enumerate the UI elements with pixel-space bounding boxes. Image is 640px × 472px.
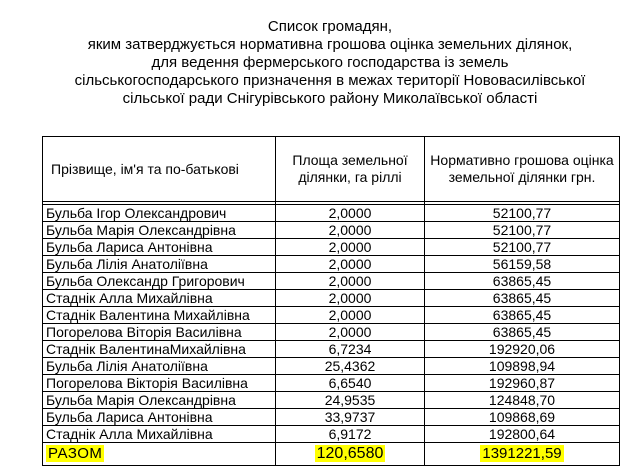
table-row bbox=[43, 239, 620, 256]
cell-area: 33,9737 bbox=[276, 409, 425, 426]
table-row bbox=[43, 426, 620, 443]
cell-name: Погорелова Віторія Василівна bbox=[43, 324, 276, 341]
cell-area: 2,0000 bbox=[276, 290, 425, 307]
cell-price: 52100,77 bbox=[425, 222, 620, 239]
cell-name: Бульба Ігор Олександрович bbox=[43, 205, 276, 222]
table-row bbox=[43, 222, 620, 239]
citizens-table bbox=[42, 136, 620, 466]
cell-name: Стаднік ВалентинаМихайлівна bbox=[43, 341, 276, 358]
header-area: Площа земельної ділянки, га ріллі bbox=[276, 137, 425, 202]
cell-name: Бульба Лариса Антонівна bbox=[43, 239, 276, 256]
cell-price: 124848,70 bbox=[425, 392, 620, 409]
cell-name: Бульба Лілія Анатоліївна bbox=[43, 358, 276, 375]
table-row bbox=[43, 307, 620, 324]
cell-price: 52100,77 bbox=[425, 205, 620, 222]
heading-line-3: для ведення фермерського господарства із земель bbox=[151, 54, 509, 71]
cell-price: 63865,45 bbox=[425, 290, 620, 307]
table-header-row bbox=[43, 137, 620, 202]
cell-area: 2,0000 bbox=[276, 273, 425, 290]
table-row bbox=[43, 358, 620, 375]
table-row bbox=[43, 392, 620, 409]
cell-price: 52100,77 bbox=[425, 239, 620, 256]
cell-name: Бульба Марія Олександрівна bbox=[43, 392, 276, 409]
table-row bbox=[43, 205, 620, 222]
cell-price: 109898,94 bbox=[425, 358, 620, 375]
cell-area: 2,0000 bbox=[276, 239, 425, 256]
total-price-cell bbox=[425, 443, 620, 466]
cell-name: Бульба Олександр Григорович bbox=[43, 273, 276, 290]
cell-price: 56159,58 bbox=[425, 256, 620, 273]
cell-name: Бульба Марія Олександрівна bbox=[43, 222, 276, 239]
cell-price: 192920,06 bbox=[425, 341, 620, 358]
cell-price: 192960,87 bbox=[425, 375, 620, 392]
table-row bbox=[43, 273, 620, 290]
cell-area: 2,0000 bbox=[276, 324, 425, 341]
cell-price: 109868,69 bbox=[425, 409, 620, 426]
table-row bbox=[43, 409, 620, 426]
heading-line-2: яким затверджується нормативна грошова оцінка земельних ділянок, bbox=[87, 36, 573, 53]
total-price: 1391221,59 bbox=[482, 445, 562, 462]
table-row bbox=[43, 375, 620, 392]
cell-area: 2,0000 bbox=[276, 205, 425, 222]
cell-area: 24,9535 bbox=[276, 392, 425, 409]
document-heading bbox=[40, 18, 620, 108]
cell-name: Погорелова Вікторія Василівна bbox=[43, 375, 276, 392]
total-label: РАЗОМ bbox=[48, 445, 103, 462]
table-row bbox=[43, 290, 620, 307]
cell-price: 63865,45 bbox=[425, 324, 620, 341]
cell-area: 6,9172 bbox=[276, 426, 425, 443]
cell-name: Бульба Лариса Антонівна bbox=[43, 409, 276, 426]
cell-name: Стаднік Алла Михайлівна bbox=[43, 290, 276, 307]
cell-area: 25,4362 bbox=[276, 358, 425, 375]
cell-area: 6,6540 bbox=[276, 375, 425, 392]
total-row bbox=[43, 443, 620, 466]
cell-area: 6,7234 bbox=[276, 341, 425, 358]
table-row bbox=[43, 324, 620, 341]
cell-area: 2,0000 bbox=[276, 307, 425, 324]
table-row bbox=[43, 341, 620, 358]
cell-name: Стаднік Валентина Михайлівна bbox=[43, 307, 276, 324]
header-price: Нормативно грошова оцінка земельної ділянки грн. bbox=[425, 137, 620, 202]
cell-name: Стаднік Алла Михайлівна bbox=[43, 426, 276, 443]
cell-price: 192800,64 bbox=[425, 426, 620, 443]
total-area: 120,6580 bbox=[316, 445, 384, 462]
table-body bbox=[43, 205, 620, 443]
total-area-cell bbox=[276, 443, 425, 466]
heading-line-5: сільської ради Снігурівського району Миколаївської області bbox=[122, 90, 538, 107]
heading-line-4: сільськогосподарського призначення в межах території Нововасилівської bbox=[74, 72, 586, 89]
heading-line-1: Список громадян, bbox=[267, 18, 393, 35]
cell-price: 63865,45 bbox=[425, 307, 620, 324]
header-name: Прізвище, ім'я та по-батькові bbox=[43, 137, 276, 202]
cell-price: 63865,45 bbox=[425, 273, 620, 290]
cell-area: 2,0000 bbox=[276, 222, 425, 239]
cell-area: 2,0000 bbox=[276, 256, 425, 273]
cell-name: Бульба Лілія Анатоліївна bbox=[43, 256, 276, 273]
table-row bbox=[43, 256, 620, 273]
total-label-cell bbox=[43, 443, 276, 466]
